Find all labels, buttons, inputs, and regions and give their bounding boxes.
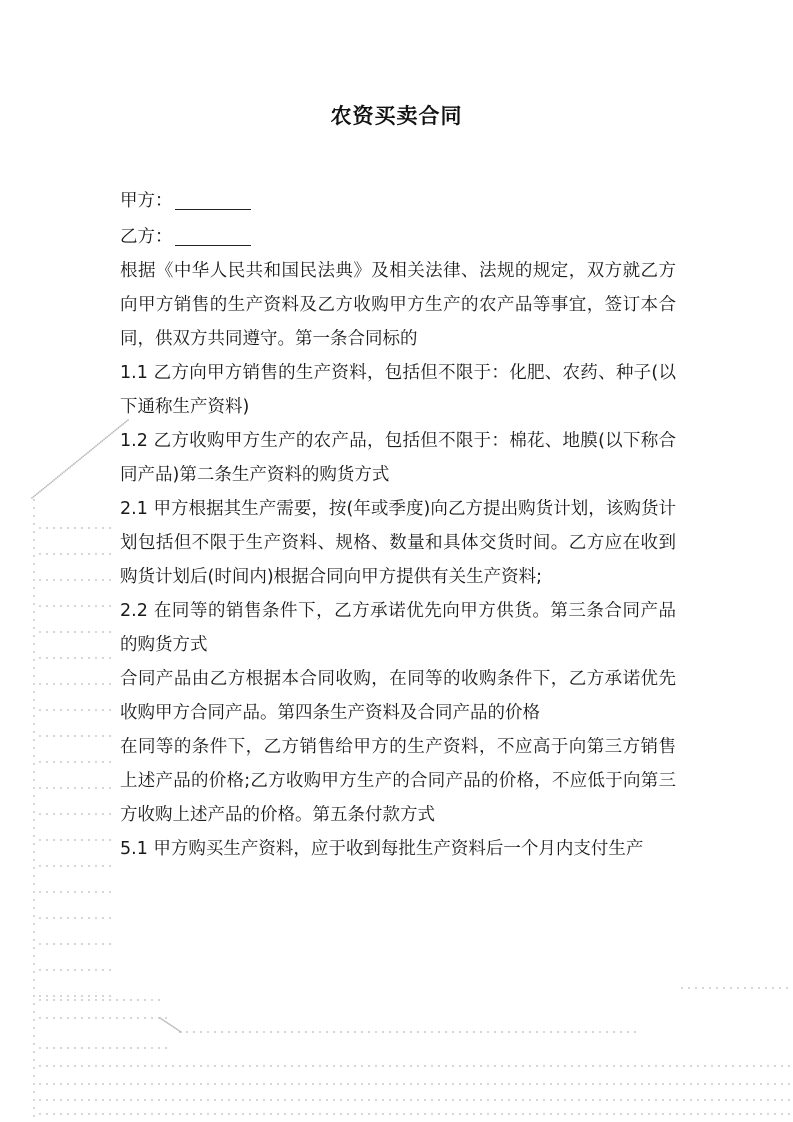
paragraph: 合同产品由乙方根据本合同收购，在同等的收购条件下，乙方承诺优先收购甲方合同产品。第四条生产资料及合同产品的价格 (120, 669, 676, 723)
party-a-line (120, 184, 676, 218)
clause-2-1: 2.1 甲方根据其生产需要，按(年或季度)向乙方提出购货计划，该购货计划包括但不限于生产资料、规格、数量和具体交货时间。乙方应在收到购货计划后(时间内)根据合同向甲方提供有关生产资料; (120, 499, 676, 587)
paragraph: 根据《中华人民共和国民法典》及相关法律、法规的规定，双方就乙方向甲方销售的生产资料及乙方收购甲方生产的农产品等事宜，签订本合同，供双方共同遵守。第一条合同标的 (120, 261, 676, 349)
party-a-label: 甲方： (120, 191, 173, 211)
party-b-label: 乙方： (120, 227, 173, 247)
clause-1-2: 1.2 乙方收购甲方生产的农产品，包括但不限于：棉花、地膜(以下称合同产品)第二条生产资料的购货方式 (120, 431, 676, 485)
paragraph: 在同等的条件下，乙方销售给甲方的生产资料，不应高于向第三方销售上述产品的价格;乙方收购甲方生产的合同产品的价格，不应低于向第三方收购上述产品的价格。第五条付款方式 (120, 737, 676, 825)
clause-2-2: 2.2 在同等的销售条件下，乙方承诺优先向甲方供货。第三条合同产品的购货方式 (120, 601, 676, 655)
clause-1-1: 1.1 乙方向甲方销售的生产资料，包括但不限于：化肥、农药、种子(以下通称生产资料) (120, 363, 676, 417)
document-title: 农资买卖合同 (330, 104, 463, 128)
clause-5-1: 5.1 甲方购买生产资料，应于收到每批生产资料后一个月内支付生产 (120, 839, 644, 859)
party-b-blank (175, 225, 251, 246)
document-body (120, 184, 676, 866)
party-b-line (120, 220, 676, 254)
party-a-blank (175, 189, 251, 210)
